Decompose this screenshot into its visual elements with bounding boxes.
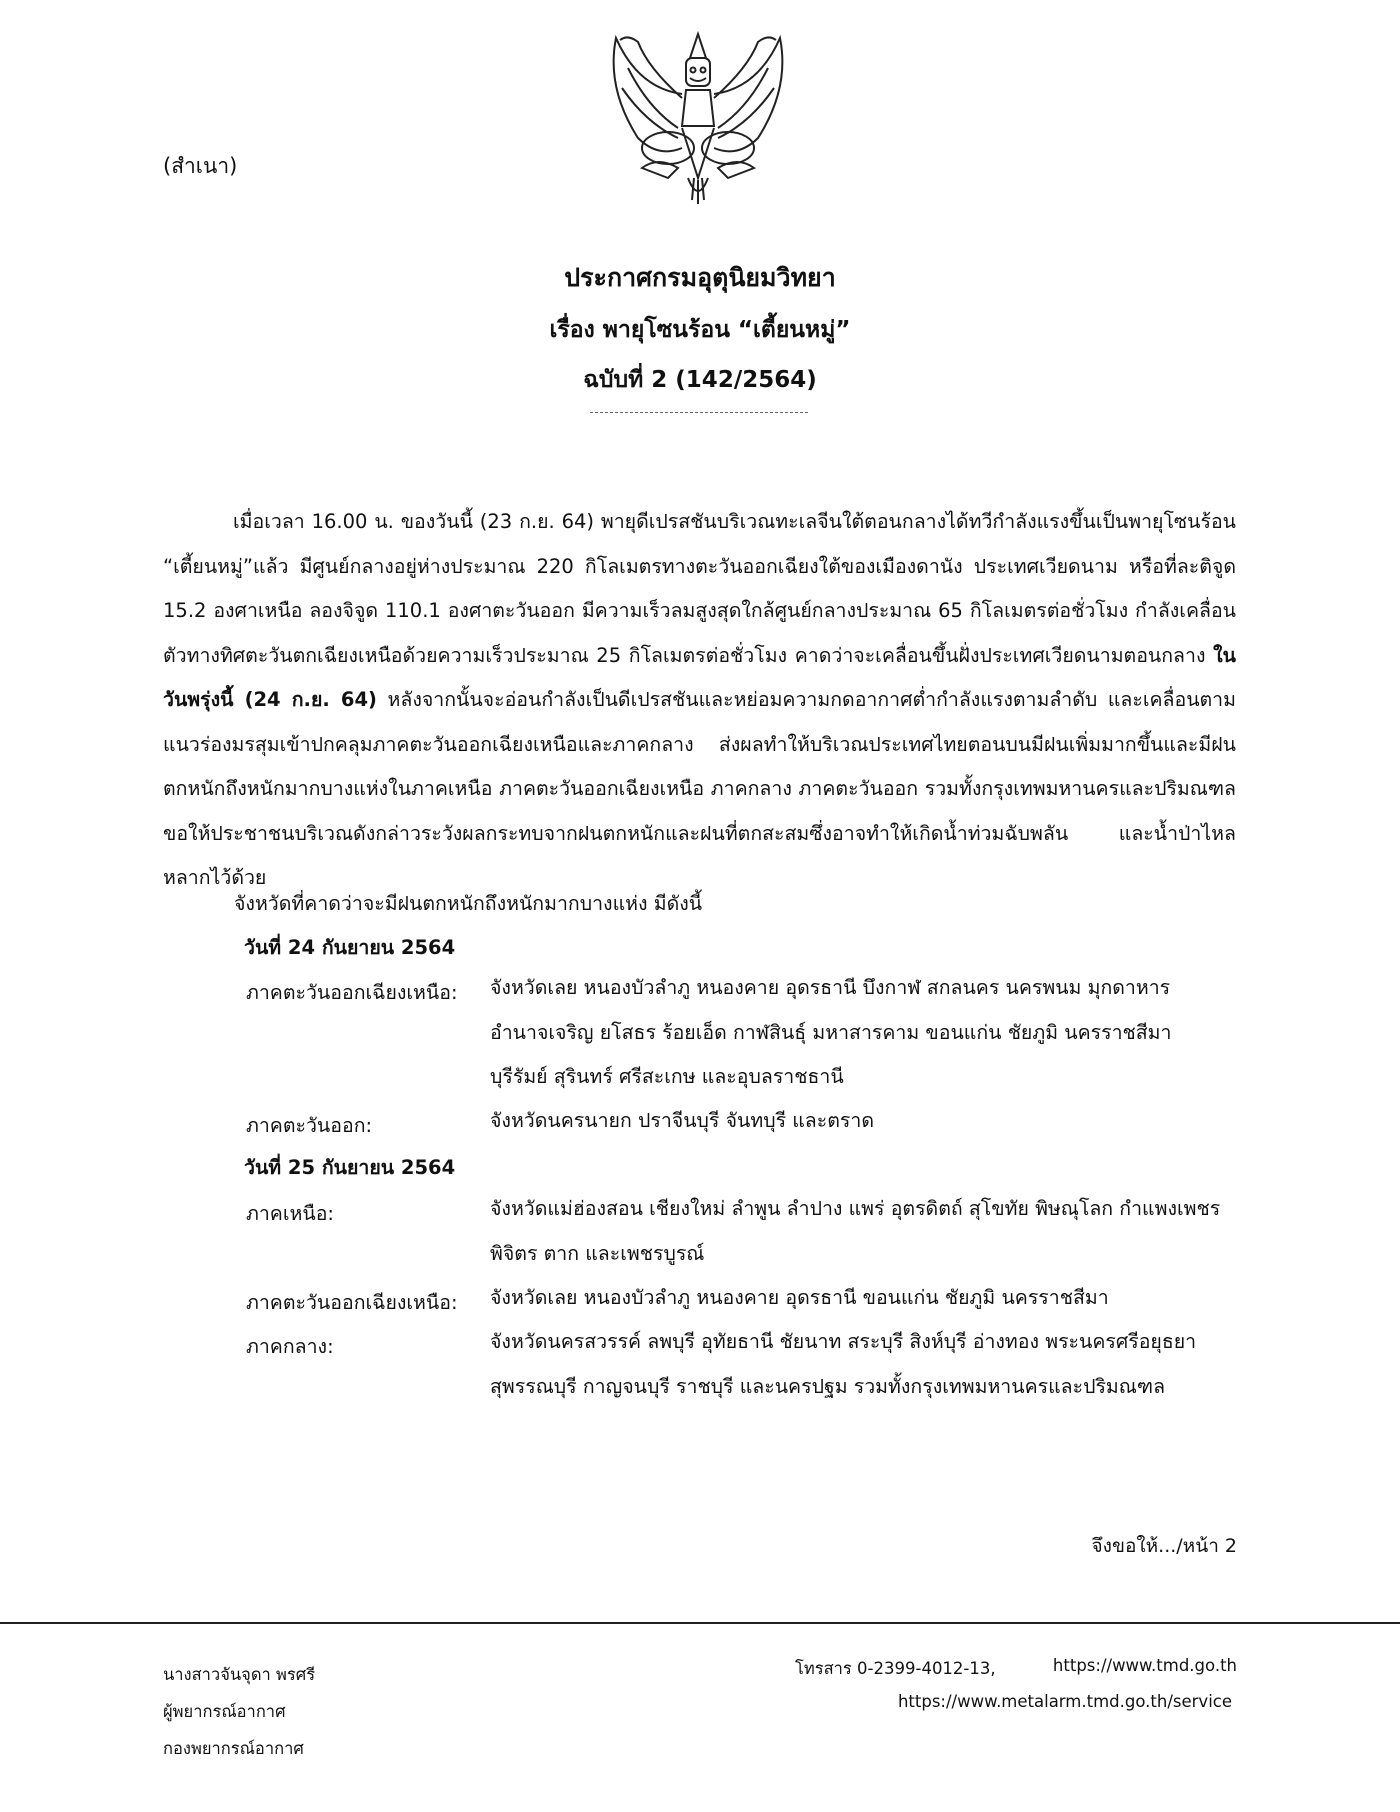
forecaster-division: กองพยากรณ์อากาศ bbox=[163, 1739, 304, 1758]
body-bold-date: ในวันพรุ่งนี้ (24 ก.ย. 64) bbox=[163, 643, 1236, 711]
forecaster-name: นางสาวจันจุดา พรศรี bbox=[163, 1665, 316, 1684]
announcement-body bbox=[163, 500, 1236, 901]
region-provinces: จังหวัดเลย หนองบัวลำภู หนองคาย อุดรธานี บึงกาฬ สกลนคร นครพนม มุกดาหาร อำนาจเจริญ ยโสธร ร้อยเอ็ด กาฬสินธุ์ มหาสารคาม ขอนแก่น ชัยภูมิ นครราชสีมา บุรีรัมย์ สุรินทร์ ศรีสะเกษ และอุบลราชธานี bbox=[490, 976, 1172, 1088]
region-label: ภาคตะวันออกเฉียงเหนือ: bbox=[246, 1291, 458, 1314]
copy-mark: (สำเนา) bbox=[163, 154, 238, 178]
region-provinces: จังหวัดเลย หนองบัวลำภู หนองคาย อุดรธานี ขอนแก่น ชัยภูมิ นครราชสีมา bbox=[490, 1286, 1109, 1309]
region-label: ภาคตะวันออกเฉียงเหนือ: bbox=[246, 981, 458, 1004]
footer-fax: โทรสาร 0-2399-4012-13, bbox=[795, 1659, 996, 1678]
announcement-subject: เรื่อง พายุโซนร้อน “เตี้ยนหมู่” bbox=[549, 317, 851, 343]
footer-website-link[interactable]: https://www.tmd.go.th bbox=[1052, 1656, 1237, 1675]
continue-note: จึงขอให้.../หน้า 2 bbox=[1091, 1535, 1237, 1557]
announcement-issue: ฉบับที่ 2 (142/2564) bbox=[583, 367, 817, 393]
body-tail: หลังจากนั้นจะอ่อนกำลังเป็นดีเปรสชันและหย่อมความกดอากาศต่ำกำลังแรงตามลำดับ และเคลื่อนตามแนวร่องมรสุมเข้าปกคลุมภาคตะวันออกเฉียงเหนือและภาคกลาง ส่งผลทำให้บริเวณประเทศไทยตอนบนมีฝนเพิ่มมากขึ้นและมีฝนตกหนักถึงหนักมากบางแห่งในภาคเหนือ ภาคตะวันออกเฉียงเหนือ ภาคกลาง ภาคตะวันออก รวมทั้งกรุงเทพมหานครและปริมณฑล ขอให้ประชาชนบริเวณดังกล่าวระวังผลกระทบจากฝนตกหนักและฝนที่ตกสะสมซึ่งอาจทำให้เกิดน้ำท่วมฉับพลัน และน้ำป่าไหลหลากไว้ด้วย bbox=[163, 688, 1236, 889]
region-provinces: จังหวัดแม่ฮ่องสอน เชียงใหม่ ลำพูน ลำปาง แพร่ อุตรดิตถ์ สุโขทัย พิษณุโลก กำแพงเพชร พิจิตร ตาก และเพชรบูรณ์ bbox=[490, 1197, 1221, 1265]
dashed-separator bbox=[590, 412, 808, 413]
region-label: ภาคกลาง: bbox=[246, 1335, 334, 1358]
footer-service-link[interactable]: https://www.metalarm.tmd.go.th/service bbox=[897, 1692, 1232, 1711]
region-provinces: จังหวัดนครนายก ปราจีนบุรี จันทบุรี และตราด bbox=[490, 1109, 874, 1132]
garuda-emblem-icon bbox=[598, 28, 802, 206]
date-heading: วันที่ 25 กันยายน 2564 bbox=[244, 1156, 456, 1179]
forecaster-position: ผู้พยากรณ์อากาศ bbox=[163, 1702, 286, 1721]
body-lead: เมื่อเวลา 16.00 น. ของวันนี้ (23 ก.ย. 64) พายุดีเปรสชันบริเวณทะเลจีนใต้ตอนกลางได้ทวีกำลังแรงขึ้นเป็นพายุโซนร้อน “เตี้ยนหมู่”แล้ว มีศูนย์กลางอยู่ห่างประมาณ 220 กิโลเมตรทางตะวันออกเฉียงใต้ของเมืองดานัง ประเทศเวียดนาม หรือที่ละติจูด 15.2 องศาเหนือ ลองจิจูด 110.1 องศาตะวันออก มีความเร็วลมสูงสุดใกล้ศูนย์กลางประมาณ 65 กิโลเมตรต่อชั่วโมง กำลังเคลื่อนตัวทางทิศตะวันตกเฉียงเหนือด้วยความเร็วประมาณ 25 กิโลเมตรต่อชั่วโมง คาดว่าจะเคลื่อนขึ้นฝั่งประเทศเวียดนามตอนกลาง bbox=[163, 510, 1236, 667]
region-label: ภาคตะวันออก: bbox=[246, 1114, 373, 1137]
announcement-title: ประกาศกรมอุตุนิยมวิทยา bbox=[564, 263, 836, 292]
provinces-intro: จังหวัดที่คาดว่าจะมีฝนตกหนักถึงหนักมากบางแห่ง มีดังนี้ bbox=[234, 892, 703, 915]
footer-divider bbox=[0, 1622, 1400, 1624]
region-label: ภาคเหนือ: bbox=[246, 1202, 334, 1225]
region-provinces: จังหวัดนครสวรรค์ ลพบุรี อุทัยธานี ชัยนาท สระบุรี สิงห์บุรี อ่างทอง พระนครศรีอยุธยา สุพรรณบุรี กาญจนบุรี ราชบุรี และนครปฐม รวมทั้งกรุงเทพมหานครและปริมณฑล bbox=[490, 1330, 1197, 1398]
date-heading: วันที่ 24 กันยายน 2564 bbox=[244, 936, 456, 959]
footer-signature bbox=[163, 1656, 315, 1767]
